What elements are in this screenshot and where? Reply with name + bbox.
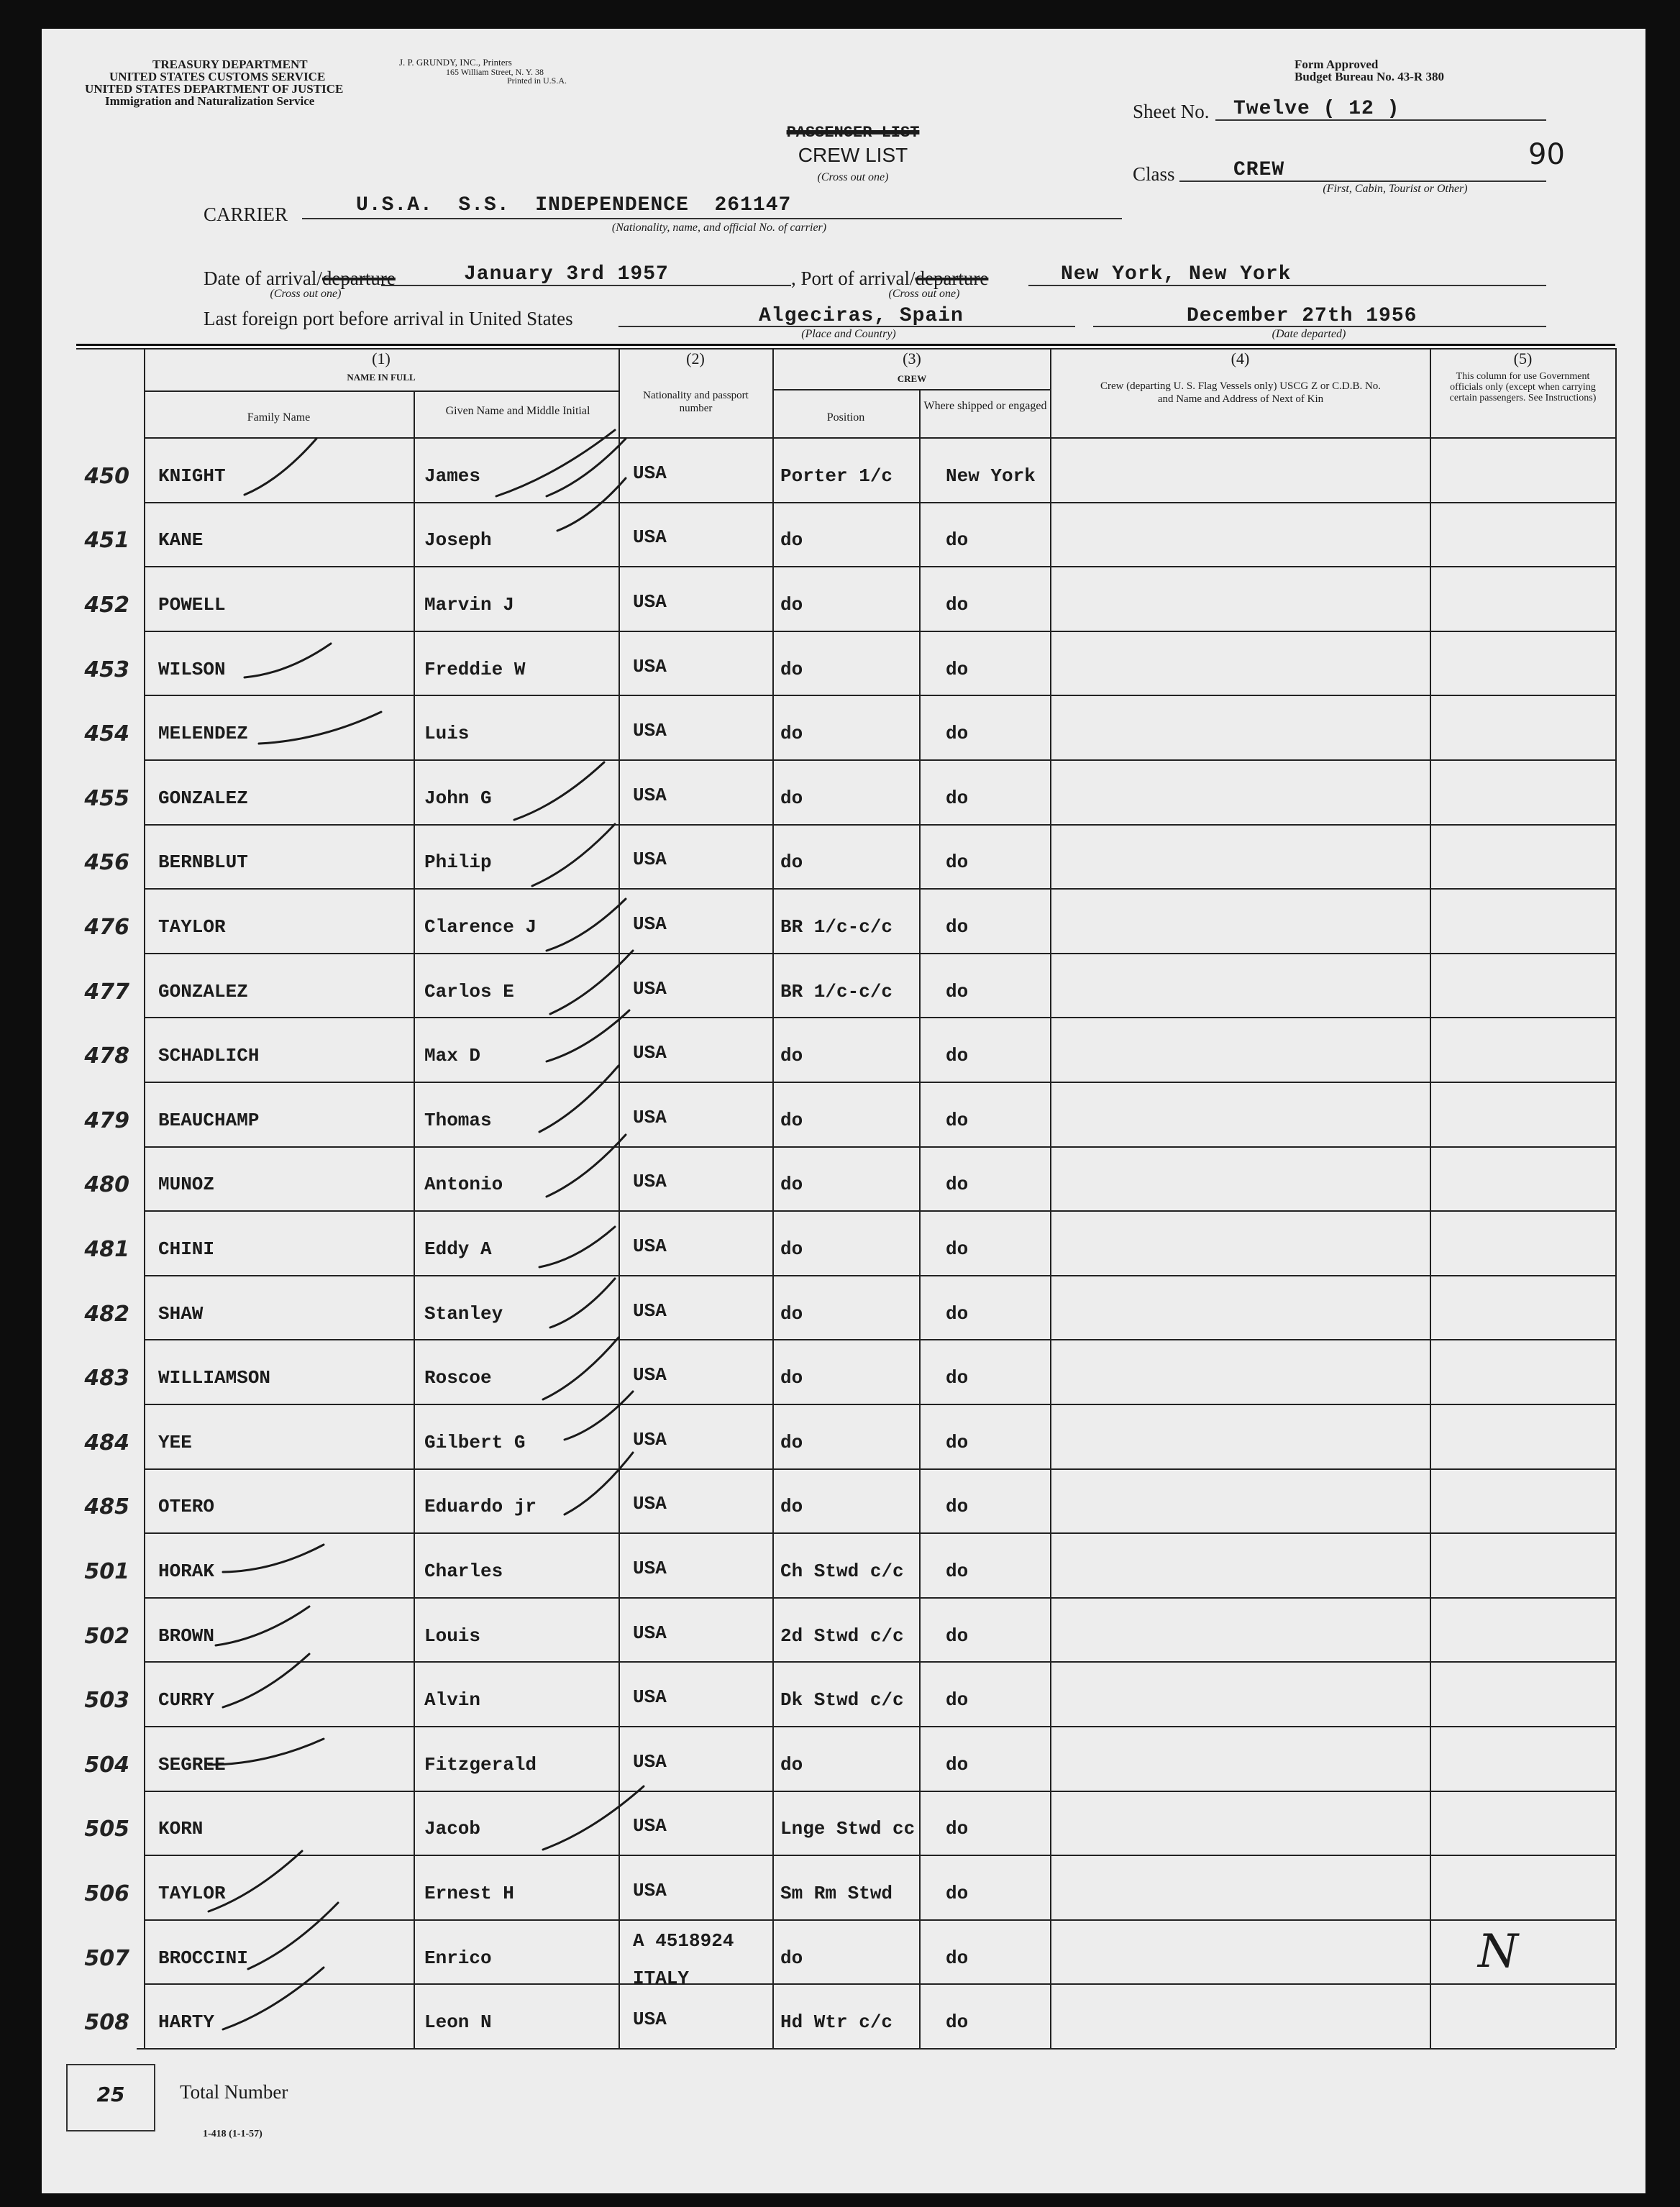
row-number: 501 (84, 1559, 129, 1584)
nationality-cell: USA (633, 1042, 667, 1064)
printer-line-1: J. P. GRUNDY, INC., Printers (399, 57, 512, 68)
nationality-cell: USA (633, 1815, 667, 1837)
given-name-cell: Roscoe (424, 1367, 492, 1389)
given-name-cell: Louis (424, 1625, 481, 1647)
where-shipped-cell: do (946, 1753, 969, 1776)
last-port-label: Last foreign port before arrival in United States (204, 308, 573, 329)
checkmark (543, 1786, 644, 1850)
checkmark (209, 1739, 324, 1765)
family-name-cell: HARTY (158, 2011, 215, 2034)
agency-line-1: TREASURY DEPARTMENT (152, 58, 308, 71)
position-cell: do (780, 1947, 803, 1969)
carrier-value: U.S.A. S.S. INDEPENDENCE 261147 (356, 194, 792, 216)
position-cell: do (780, 1238, 803, 1260)
checkmark (496, 430, 615, 496)
date-label: Date of arrival/ (204, 268, 322, 289)
family-name-cell: BROWN (158, 1625, 215, 1647)
row-number: 456 (84, 850, 129, 876)
nationality-cell: USA (633, 1622, 667, 1644)
nationality-cell: A 4518924 ITALY (633, 1929, 734, 1989)
given-name-cell: Leon N (424, 2011, 492, 2034)
given-name-cell: Antonio (424, 1174, 503, 1196)
row-number: 505 (84, 1817, 129, 1842)
arrival-date: January 3rd 1957 (464, 263, 669, 285)
where-shipped-cell: do (946, 658, 969, 680)
departed-value: December 27th 1956 (1187, 305, 1418, 327)
row-number: 455 (84, 785, 129, 811)
position-cell: Ch Stwd c/c (780, 1561, 904, 1582)
position-cell: do (780, 1367, 803, 1389)
nationality-cell: USA (633, 1171, 667, 1193)
position-cell: do (780, 1174, 803, 1196)
agency-line-3: UNITED STATES DEPARTMENT OF JUSTICE (85, 82, 344, 96)
given-name-cell: Clarence J (424, 916, 537, 938)
checkmark (259, 712, 381, 744)
given-name-cell: Philip (424, 851, 492, 874)
nationality-cell: USA (633, 1299, 667, 1322)
given-name-cell: Ernest H (424, 1883, 514, 1904)
row-number: 508 (84, 2010, 129, 2036)
family-name-cell: SHAW (158, 1302, 204, 1325)
nationality-cell: USA (633, 1750, 667, 1773)
row-number: 503 (84, 1688, 129, 1714)
given-name-cell: Gilbert G (424, 1431, 526, 1453)
position-cell: do (780, 594, 803, 616)
family-name-cell: BERNBLUT (158, 851, 248, 874)
nationality-cell: USA (633, 784, 667, 806)
checkmark (223, 1968, 324, 2029)
col5-header: This column for use Government officials only (except when carrying certain passengers. See Instructions) (1449, 371, 1597, 403)
given-name-cell: Stanley (424, 1302, 503, 1325)
row-number: 484 (84, 1430, 129, 1456)
where-shipped-cell: do (946, 1561, 969, 1582)
family-name-cell: CHINI (158, 1238, 215, 1260)
title-caption: (Cross out one) (817, 171, 889, 183)
class-label: Class (1133, 163, 1175, 185)
col1a-header: Family Name (247, 411, 311, 424)
given-name-cell: Jacob (424, 1818, 481, 1840)
col3-title: CREW (897, 373, 927, 384)
given-name-cell: Charles (424, 1561, 503, 1582)
row-number: 451 (84, 528, 129, 554)
where-shipped-cell: do (946, 1174, 969, 1196)
given-name-cell: Luis (424, 723, 470, 745)
col3b-header: Where shipped or engaged (923, 400, 1047, 412)
family-name-cell: GONZALEZ (158, 980, 248, 1002)
col2-number: (2) (686, 349, 705, 367)
nationality-cell: USA (633, 2009, 667, 2031)
checkmark (223, 1654, 309, 1707)
position-cell: Sm Rm Stwd (780, 1883, 893, 1904)
port-label-struck: departure (915, 268, 989, 289)
nationality-cell: USA (633, 1493, 667, 1515)
checkmark (547, 1010, 629, 1061)
struck-title: PASSENGER LIST (786, 124, 920, 142)
given-name-cell: Fitzgerald (424, 1753, 537, 1776)
form-title: CREW LIST (798, 144, 908, 166)
arrival-port: New York, New York (1061, 263, 1292, 285)
nationality-cell: USA (633, 1558, 667, 1579)
checkmark (547, 899, 626, 951)
position-cell: do (780, 787, 803, 809)
printer-line-3: Printed in U.S.A. (507, 76, 567, 86)
row-number: 482 (84, 1301, 129, 1327)
col3-number: (3) (903, 349, 921, 367)
col1-number: (1) (372, 349, 391, 367)
position-cell: BR 1/c-c/c (780, 916, 893, 938)
checkmark (539, 1227, 615, 1267)
family-name-cell: KNIGHT (158, 465, 226, 487)
position-cell: do (780, 529, 803, 552)
row-number: 450 (84, 463, 129, 489)
position-cell: BR 1/c-c/c (780, 980, 893, 1002)
position-cell: do (780, 658, 803, 680)
position-cell: Porter 1/c (780, 465, 893, 487)
col2-header: Nationality and passport number (643, 390, 749, 414)
departed-caption: (Date departed) (1272, 328, 1346, 340)
form-approved: Form Approved (1295, 58, 1379, 71)
checkmark (248, 1903, 338, 1969)
nationality-cell: USA (633, 720, 667, 742)
checkmark (514, 762, 604, 820)
checkmark (539, 1066, 618, 1132)
nationality-cell: USA (633, 1428, 667, 1450)
position-cell: do (780, 723, 803, 745)
given-name-cell: Freddie W (424, 658, 526, 680)
where-shipped-cell: do (946, 787, 969, 809)
checkmark (550, 951, 633, 1014)
family-name-cell: TAYLOR (158, 916, 226, 938)
col4-number: (4) (1231, 349, 1250, 367)
nationality-cell: USA (633, 591, 667, 613)
budget-bureau: Budget Bureau No. 43-R 380 (1295, 70, 1444, 83)
where-shipped-cell: do (946, 1947, 969, 1969)
family-name-cell: SEGREE (158, 1753, 226, 1776)
row-number: 485 (84, 1494, 129, 1520)
family-name-cell: POWELL (158, 594, 226, 616)
last-port-caption: (Place and Country) (801, 328, 896, 340)
col5-number: (5) (1513, 349, 1533, 367)
position-cell: do (780, 851, 803, 874)
nationality-cell: USA (633, 977, 667, 1000)
row-number: 476 (84, 915, 129, 940)
checkmark (565, 1392, 633, 1440)
position-cell: 2d Stwd c/c (780, 1625, 904, 1647)
position-cell: do (780, 1496, 803, 1518)
nationality-cell: USA (633, 526, 667, 549)
col4-header: Crew (departing U. S. Flag Vessels only) USCG Z or C.D.B. No. and Name and Address of Next of Kin (1100, 380, 1382, 405)
row-number: 502 (84, 1623, 129, 1649)
where-shipped-cell: do (946, 594, 969, 616)
nationality-cell: USA (633, 1364, 667, 1386)
family-name-cell: MUNOZ (158, 1174, 215, 1196)
checkmark (550, 1279, 615, 1328)
given-name-cell: Alvin (424, 1689, 481, 1712)
given-name-cell: Thomas (424, 1109, 492, 1131)
family-name-cell: SCHADLICH (158, 1045, 260, 1067)
row-number: 506 (84, 1881, 129, 1906)
where-shipped-cell: do (946, 1818, 969, 1840)
port-label: , Port of arrival/ (791, 268, 916, 289)
row-number: 477 (84, 979, 129, 1005)
checkmark (245, 644, 331, 677)
row-number: 480 (84, 1172, 129, 1198)
where-shipped-cell: do (946, 916, 969, 938)
checkmark (216, 1607, 309, 1645)
position-cell: do (780, 1045, 803, 1067)
family-name-cell: CURRY (158, 1689, 215, 1712)
family-name-cell: YEE (158, 1431, 192, 1453)
nationality-cell: USA (633, 1880, 667, 1901)
where-shipped-cell: do (946, 1625, 969, 1647)
family-name-cell: HORAK (158, 1561, 215, 1582)
nationality-cell: USA (633, 655, 667, 677)
class-caption: (First, Cabin, Tourist or Other) (1323, 183, 1468, 195)
col1-title: NAME IN FULL (347, 372, 416, 383)
last-port-value: Algeciras, Spain (759, 305, 964, 327)
checkmark (532, 824, 615, 886)
row-number: 507 (84, 1945, 129, 1971)
position-cell: do (780, 1431, 803, 1453)
given-name-cell: Joseph (424, 529, 492, 552)
where-shipped-cell: do (946, 529, 969, 552)
family-name-cell: BROCCINI (158, 1947, 248, 1969)
where-shipped-cell: do (946, 980, 969, 1002)
where-shipped-cell: do (946, 1045, 969, 1067)
family-name-cell: KANE (158, 529, 204, 552)
row-number: 454 (84, 721, 129, 747)
checkmark (223, 1545, 324, 1572)
class-value: CREW (1233, 159, 1285, 181)
family-name-cell: WILSON (158, 658, 226, 680)
given-name-cell: Carlos E (424, 980, 514, 1002)
page-number: 90 (1528, 138, 1565, 171)
total-value: 25 (96, 2083, 125, 2106)
where-shipped-cell: do (946, 1367, 969, 1389)
given-name-cell: James (424, 465, 481, 487)
nationality-cell: USA (633, 1106, 667, 1128)
position-cell: Dk Stwd c/c (780, 1689, 904, 1712)
where-shipped-cell: do (946, 1883, 969, 1904)
family-name-cell: WILLIAMSON (158, 1367, 271, 1389)
agency-line-4: Immigration and Naturalization Service (105, 94, 315, 108)
family-name-cell: KORN (158, 1818, 204, 1840)
family-name-cell: TAYLOR (158, 1883, 226, 1904)
given-name-cell: Eddy A (424, 1238, 492, 1260)
row-number: 483 (84, 1366, 129, 1392)
nationality-cell: USA (633, 462, 667, 484)
date-label-struck: departure (321, 268, 396, 289)
nationality-cell: USA (633, 1235, 667, 1257)
position-cell: do (780, 1109, 803, 1131)
government-mark-cell: N (1478, 1924, 1518, 1978)
row-number: 479 (84, 1107, 129, 1133)
carrier-caption: (Nationality, name, and official No. of carrier) (611, 221, 827, 234)
row-number: 452 (84, 593, 129, 618)
col1b-header: Given Name and Middle Initial (445, 405, 590, 417)
row-number: 453 (84, 657, 129, 682)
row-number: 481 (84, 1237, 129, 1262)
nationality-cell: USA (633, 1686, 667, 1709)
sheet-label: Sheet No. (1133, 101, 1210, 122)
carrier-label: CARRIER (204, 204, 288, 225)
family-name-cell: OTERO (158, 1496, 215, 1518)
total-label: Total Number (180, 2081, 288, 2103)
given-name-cell: John G (424, 787, 492, 809)
nationality-cell: USA (633, 913, 667, 935)
row-number: 478 (84, 1043, 129, 1069)
row-number: 504 (84, 1752, 129, 1778)
position-cell: do (780, 1753, 803, 1776)
given-name-cell: Marvin J (424, 594, 514, 616)
where-shipped-cell: do (946, 723, 969, 745)
sheet-value: Twelve ( 12 ) (1233, 98, 1400, 120)
where-shipped-cell: do (946, 1496, 969, 1518)
position-cell: Hd Wtr c/c (780, 2011, 893, 2034)
col3a-header: Position (826, 411, 865, 424)
where-shipped-cell: do (946, 1109, 969, 1131)
where-shipped-cell: do (946, 851, 969, 874)
family-name-cell: GONZALEZ (158, 787, 248, 809)
checkmark (547, 1135, 626, 1197)
where-shipped-cell: do (946, 1689, 969, 1712)
port-caption: (Cross out one) (888, 288, 960, 300)
checkmark (209, 1851, 302, 1911)
agency-line-2: UNITED STATES CUSTOMS SERVICE (109, 70, 326, 83)
nationality-cell: USA (633, 849, 667, 871)
where-shipped-cell: do (946, 2011, 969, 2034)
where-shipped-cell: New York (946, 465, 1036, 487)
given-name-cell: Enrico (424, 1947, 492, 1969)
position-cell: Lnge Stwd cc (780, 1818, 916, 1840)
where-shipped-cell: do (946, 1302, 969, 1325)
given-name-cell: Eduardo jr (424, 1496, 537, 1518)
where-shipped-cell: do (946, 1238, 969, 1260)
printer-line-2: 165 William Street, N. Y. 38 (446, 67, 544, 77)
date-caption: (Cross out one) (270, 288, 342, 300)
position-cell: do (780, 1302, 803, 1325)
checkmark (245, 439, 316, 495)
family-name-cell: BEAUCHAMP (158, 1109, 260, 1131)
form-number: 1-418 (1-1-57) (203, 2129, 262, 2139)
checkmark (565, 1453, 633, 1514)
family-name-cell: MELENDEZ (158, 723, 248, 745)
given-name-cell: Max D (424, 1045, 481, 1067)
where-shipped-cell: do (946, 1431, 969, 1453)
checkmark (543, 1338, 618, 1399)
